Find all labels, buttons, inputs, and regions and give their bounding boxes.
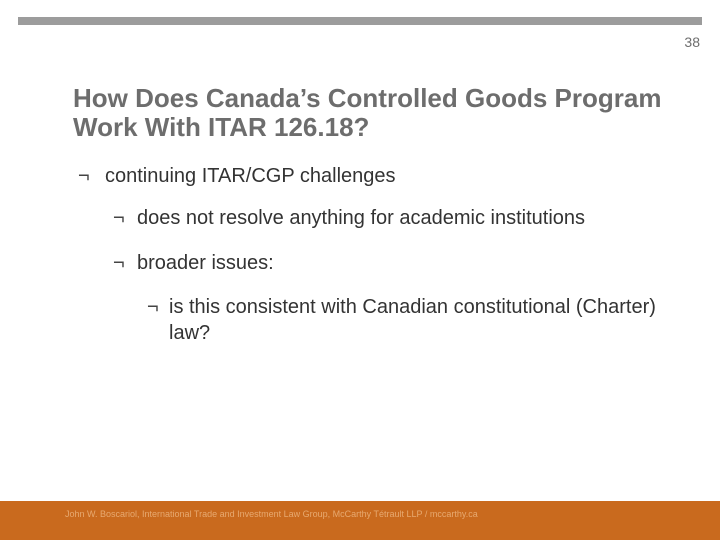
slide-title: How Does Canada’s Controlled Goods Program Work With ITAR 126.18?	[73, 83, 662, 142]
bullet-item-level-2	[113, 250, 274, 276]
bullet-glyph: ¬	[113, 252, 125, 274]
bullet-item-level-2	[113, 205, 585, 231]
footer-credit: John W. Boscariol, International Trade and Investment Law Group, McCarthy Tétrault LLP / mccarthy.ca	[65, 509, 478, 519]
bullet-glyph: ¬	[113, 207, 125, 229]
page-number: 38	[684, 34, 700, 50]
bullet-glyph: ¬	[78, 165, 90, 187]
bullet-glyph: ¬	[147, 296, 159, 318]
bullet-text: does not resolve anything for academic institutions	[137, 207, 586, 229]
bullet-text: broader issues:	[137, 252, 274, 274]
footer-band	[0, 501, 720, 540]
header-divider-bar	[18, 17, 702, 25]
bullet-text: is this consistent with Canadian constitutional (Charter) law?	[169, 296, 656, 344]
bullet-text: continuing ITAR/CGP challenges	[105, 165, 396, 187]
bullet-item-level-3	[147, 294, 667, 346]
bullet-item-level-1	[78, 163, 396, 189]
